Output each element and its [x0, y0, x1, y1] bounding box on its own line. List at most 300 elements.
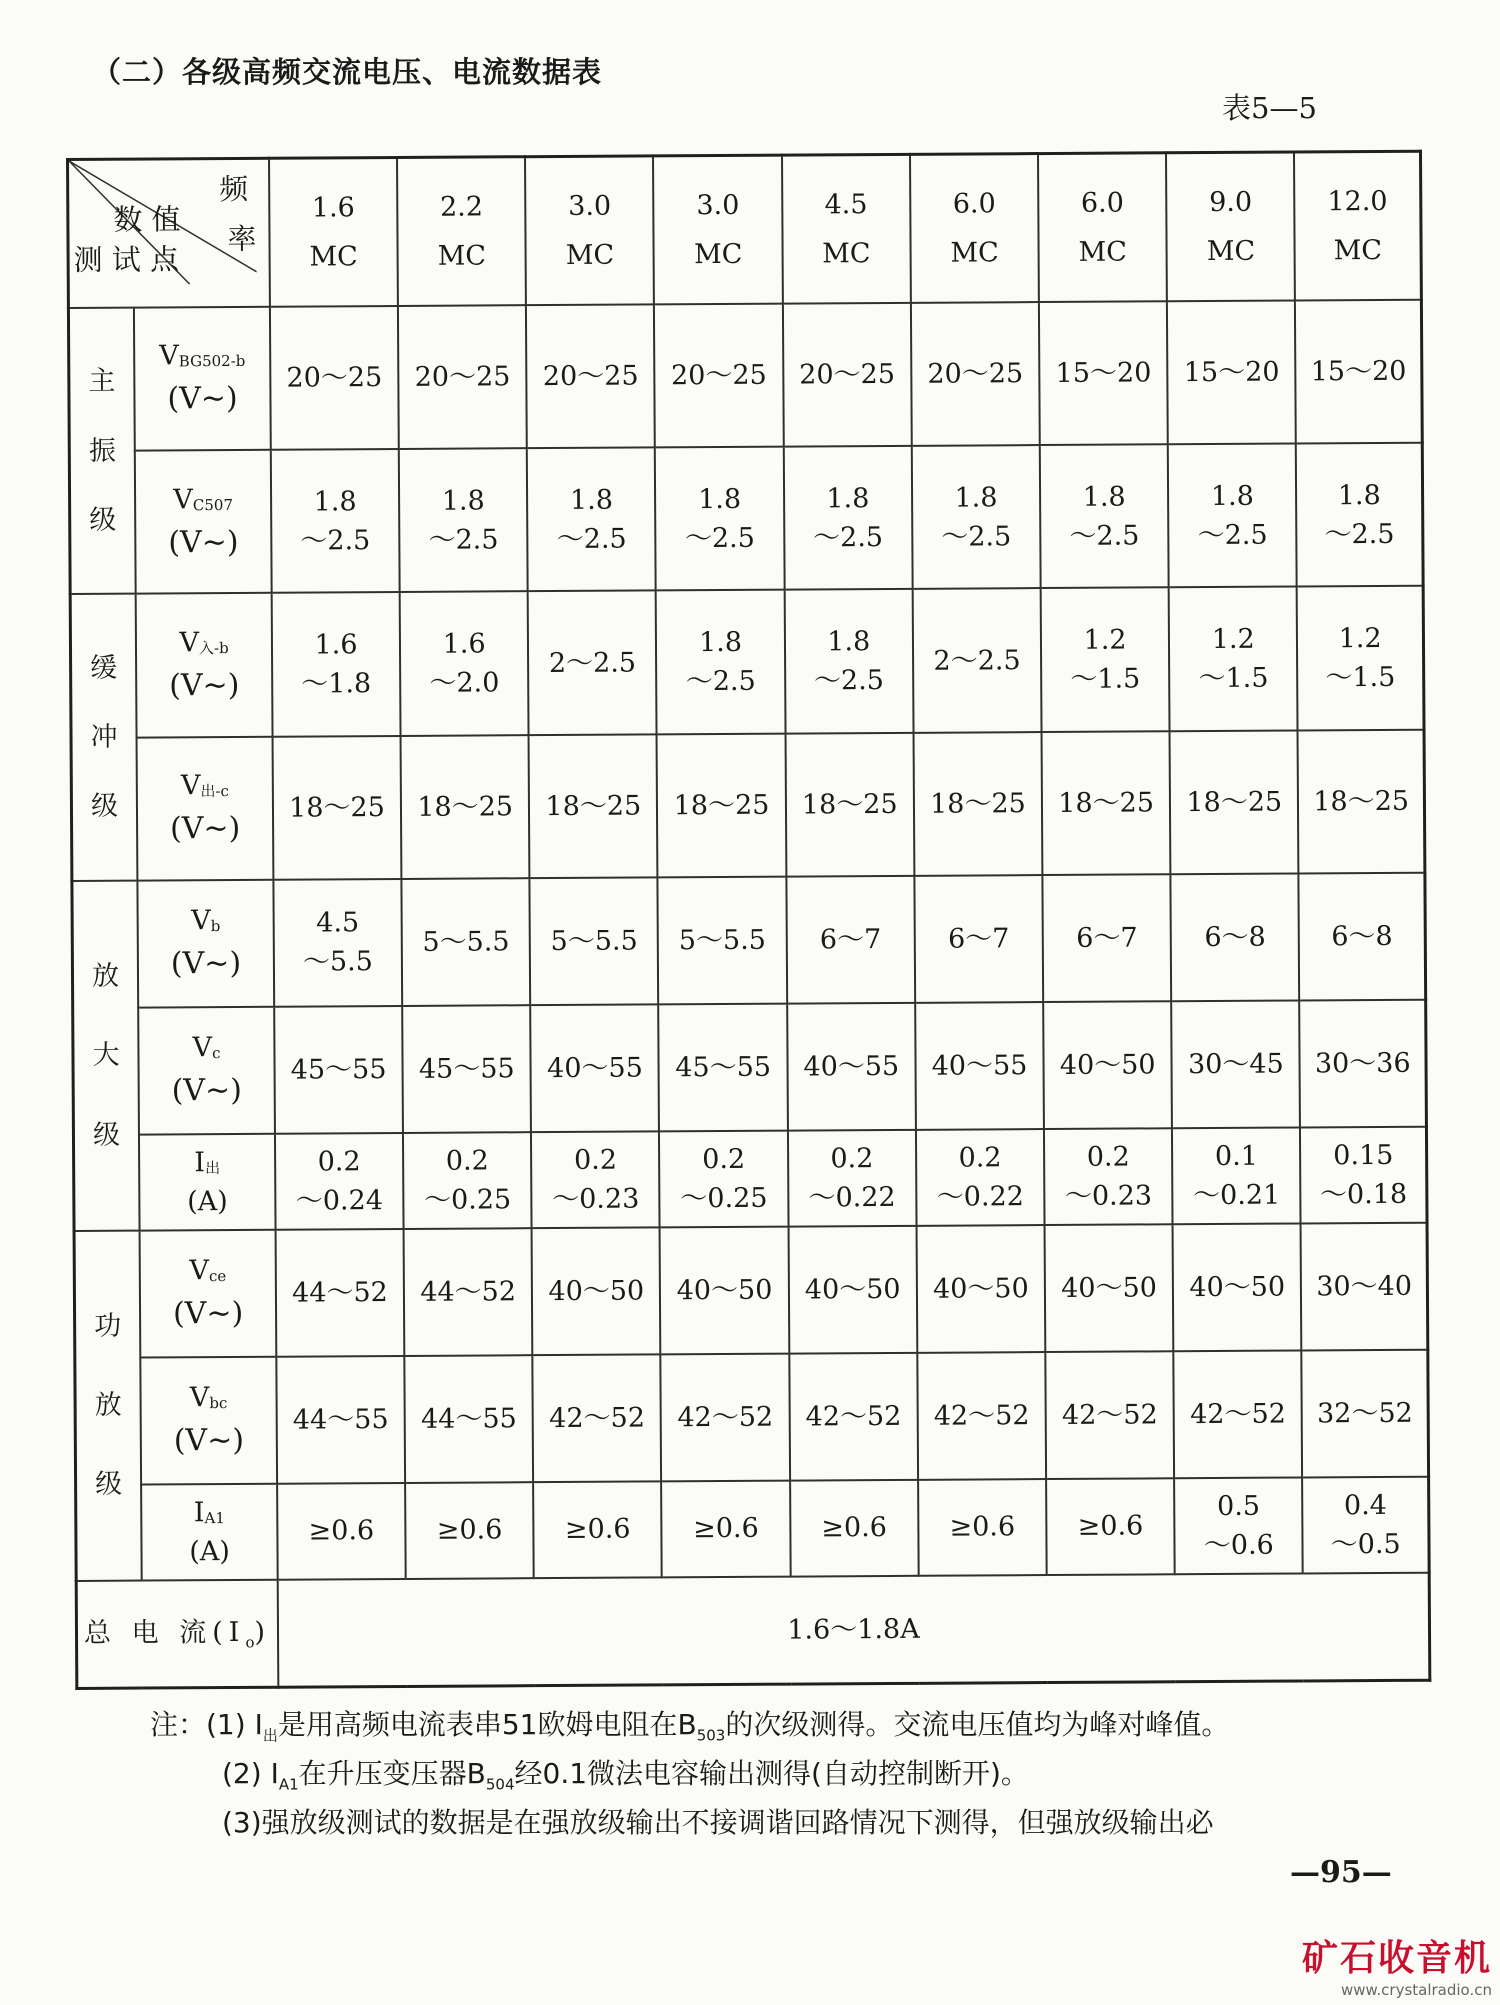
watermark — [1302, 1930, 1492, 1999]
freq-header — [1294, 151, 1421, 300]
data-row — [69, 443, 1423, 595]
value-cell — [662, 1480, 791, 1577]
freq-value: 3.0 — [568, 190, 612, 222]
value-line: 30～36 — [1314, 1047, 1411, 1080]
value-line: 18～25 — [673, 789, 770, 822]
freq-value: 2.2 — [439, 191, 484, 223]
value-cell — [1043, 1001, 1172, 1129]
value-cell — [786, 876, 915, 1004]
test-point-unit: (A) — [187, 1185, 228, 1218]
value-cell — [274, 1006, 403, 1134]
value-cell — [1042, 874, 1171, 1002]
value-cell — [272, 736, 401, 880]
test-point — [140, 1230, 276, 1358]
value-line: 18～25 — [1186, 786, 1283, 818]
value-cell — [784, 589, 913, 733]
value-line: 1.8 — [698, 483, 742, 515]
value-line: 42～52 — [1190, 1398, 1286, 1430]
value-line: 18～25 — [545, 790, 642, 822]
freq-unit: MC — [822, 238, 871, 270]
value-line: 6～8 — [1331, 920, 1393, 953]
value-line: ～2.5 — [684, 522, 755, 555]
value-line: ～0.24 — [295, 1184, 384, 1217]
data-row — [73, 1127, 1427, 1231]
value-cell — [1039, 301, 1168, 445]
value-line: ～0.21 — [1193, 1179, 1281, 1211]
value-line: ～0.22 — [808, 1181, 896, 1214]
freq-header — [397, 157, 526, 306]
value-line: 30～45 — [1187, 1048, 1284, 1080]
group-char: 冲 — [90, 721, 118, 754]
test-point — [135, 450, 272, 594]
value-cell — [783, 446, 912, 590]
value-line: 1.2 — [1083, 624, 1127, 656]
freq-value: 4.5 — [824, 188, 868, 221]
test-point — [141, 1356, 277, 1484]
group-char: 功 — [94, 1310, 122, 1342]
value-line: ～2.5 — [941, 521, 1012, 553]
value-cell — [1300, 1000, 1427, 1128]
value-cell — [660, 1226, 789, 1354]
value-line: 18～25 — [1313, 785, 1410, 818]
value-cell — [788, 1130, 917, 1227]
value-cell — [526, 304, 655, 448]
value-cell — [1170, 730, 1299, 874]
value-line: 1.8 — [827, 626, 871, 658]
value-cell — [1167, 300, 1296, 444]
value-line: 44～52 — [420, 1276, 517, 1308]
value-cell — [655, 447, 784, 591]
value-line: ～2.5 — [813, 665, 885, 697]
value-cell — [272, 592, 401, 736]
test-point-unit: (A) — [189, 1535, 230, 1567]
group-char: 放 — [92, 960, 120, 993]
value-line: ～0.6 — [1203, 1529, 1274, 1561]
group-char: 级 — [89, 504, 117, 536]
test-point-unit: (V~) — [173, 1422, 245, 1459]
group-char: 主 — [88, 366, 116, 398]
value-cell — [527, 448, 656, 592]
value-line: 20～25 — [670, 359, 767, 392]
value-cell — [271, 449, 400, 593]
value-line: 40～50 — [1189, 1271, 1286, 1303]
value-line: ≥0.6 — [693, 1512, 759, 1545]
test-point — [138, 880, 274, 1008]
value-cell — [275, 1133, 404, 1230]
value-line: ～2.5 — [1324, 518, 1395, 551]
header-row — [68, 151, 1422, 308]
value-line: 20～25 — [414, 361, 511, 393]
page-number: —95— — [1290, 1855, 1392, 1890]
data-row — [68, 300, 1422, 452]
value-line: 15～20 — [1310, 355, 1407, 388]
value-cell — [788, 1226, 917, 1354]
group-label — [74, 1230, 142, 1580]
value-cell — [913, 732, 1042, 876]
value-line: 1.8 — [954, 482, 998, 514]
value-line: ～2.5 — [813, 521, 884, 554]
value-cell — [401, 735, 530, 879]
freq-value: 1.6 — [311, 192, 355, 224]
notes — [150, 1700, 1440, 1847]
freq-header — [269, 157, 398, 306]
group-char: 级 — [95, 1469, 123, 1501]
value-cell — [1169, 587, 1298, 731]
value-line: 40～50 — [676, 1274, 773, 1307]
group-label — [70, 594, 137, 881]
value-line: ～1.5 — [1070, 663, 1141, 695]
value-cell — [1042, 731, 1171, 875]
value-line: 44～55 — [420, 1402, 517, 1435]
freq-value: 6.0 — [952, 188, 996, 220]
value-line: 20～25 — [286, 362, 383, 394]
freq-unit: MC — [437, 240, 487, 272]
value-cell — [913, 589, 1042, 733]
value-cell — [530, 1004, 659, 1132]
freq-unit: MC — [1206, 235, 1256, 267]
test-point-symbol: $V_{ce}$ — [189, 1255, 227, 1287]
value-line: 30～40 — [1316, 1270, 1413, 1303]
value-line: 0.2 — [445, 1145, 489, 1177]
value-line: 20～25 — [542, 360, 639, 393]
freq-unit: MC — [565, 239, 615, 271]
value-cell — [1171, 1000, 1300, 1128]
total-current-label: 总 电 流$(I_o)$ — [76, 1579, 278, 1688]
value-cell — [658, 877, 787, 1005]
freq-header — [1166, 152, 1295, 301]
value-cell — [1297, 586, 1424, 730]
value-line: 44～55 — [292, 1403, 389, 1436]
test-point — [138, 1007, 274, 1135]
value-line: 1.8 — [1337, 479, 1381, 511]
value-line: 0.2 — [830, 1142, 874, 1175]
watermark-text: 矿石收音机 — [1301, 1938, 1492, 1979]
value-cell — [1168, 444, 1297, 588]
value-line: 40～55 — [931, 1049, 1028, 1082]
value-line: 2～2.5 — [548, 647, 637, 679]
value-line: ～2.5 — [300, 524, 371, 557]
value-cell — [1299, 873, 1426, 1001]
value-line: ～0.22 — [936, 1180, 1024, 1213]
value-line: ～2.5 — [685, 665, 756, 698]
table-number: 表5—5 — [1222, 91, 1317, 125]
value-cell — [915, 1002, 1044, 1130]
value-cell — [1174, 1350, 1303, 1478]
value-line: ≥0.6 — [564, 1513, 631, 1546]
corner-freq-label: 频 — [219, 171, 249, 207]
value-line: 18～25 — [801, 788, 898, 821]
test-point — [137, 736, 274, 880]
value-line: 1.8 — [441, 485, 485, 517]
value-line: ～0.25 — [423, 1184, 512, 1216]
value-cell — [787, 1003, 916, 1131]
value-line: ～1.8 — [301, 668, 372, 700]
value-cell — [917, 1352, 1046, 1480]
data-row — [71, 729, 1425, 881]
value-cell — [659, 1130, 788, 1227]
value-cell — [399, 448, 528, 592]
value-line: 45～55 — [675, 1051, 772, 1084]
test-point — [134, 307, 271, 451]
value-cell — [785, 733, 914, 877]
value-line: 44～52 — [291, 1276, 388, 1309]
value-cell — [1300, 1127, 1427, 1224]
value-line: ～2.5 — [428, 524, 499, 556]
value-cell — [398, 305, 527, 449]
test-point-symbol: $V_{BG502-b}$ — [159, 340, 246, 372]
value-line: 1.2 — [1211, 623, 1255, 655]
value-cell — [403, 1132, 532, 1229]
group-label — [68, 308, 135, 595]
value-line: 20～25 — [927, 358, 1024, 390]
value-line: 0.4 — [1343, 1489, 1388, 1521]
value-line: 1.6 — [442, 628, 486, 660]
group-char: 级 — [90, 791, 119, 823]
value-line: 42～52 — [805, 1400, 902, 1433]
value-line: 42～52 — [677, 1401, 774, 1433]
value-cell — [914, 875, 1043, 1003]
value-cell — [402, 878, 531, 1006]
value-cell — [1174, 1477, 1303, 1574]
value-line: 42～52 — [1061, 1398, 1158, 1431]
value-line: 6～8 — [1204, 921, 1266, 953]
value-line: 45～55 — [418, 1053, 515, 1085]
freq-header — [653, 155, 782, 304]
value-cell — [916, 1225, 1045, 1353]
value-cell — [532, 1227, 661, 1355]
value-line: 40～55 — [803, 1050, 900, 1083]
value-line: 1.8 — [698, 626, 743, 659]
value-line: 5～5.5 — [550, 925, 638, 957]
value-cell — [916, 1129, 1045, 1226]
group-char: 级 — [92, 1119, 121, 1151]
value-line: ～2.5 — [1197, 519, 1268, 551]
value-cell — [528, 591, 657, 735]
corner-point-label: 测 试 点 — [73, 242, 180, 277]
value-line: ≥0.6 — [1077, 1510, 1144, 1542]
value-cell — [533, 1354, 662, 1482]
test-point-symbol: $I_{A1}$ — [193, 1496, 225, 1528]
value-line: 6～7 — [819, 923, 882, 956]
test-point-symbol: $V_{出-c}$ — [180, 770, 229, 802]
test-point-unit: (V~) — [171, 1073, 242, 1109]
value-line: 20～25 — [799, 358, 896, 391]
value-cell — [1041, 588, 1170, 732]
value-cell — [533, 1481, 662, 1578]
freq-value: 6.0 — [1080, 187, 1124, 219]
value-line: ≥0.6 — [949, 1511, 1016, 1543]
data-row — [75, 1349, 1429, 1484]
freq-unit: MC — [309, 241, 358, 273]
value-line: ～0.25 — [680, 1182, 768, 1215]
value-cell — [1301, 1223, 1428, 1351]
value-cell — [405, 1482, 534, 1579]
data-row — [76, 1476, 1430, 1580]
value-line: ～2.0 — [429, 667, 500, 699]
value-cell — [654, 304, 783, 448]
data-row — [74, 1223, 1428, 1358]
freq-header — [782, 154, 911, 303]
value-line: 0.2 — [1086, 1141, 1130, 1173]
value-line: 0.1 — [1214, 1140, 1259, 1172]
data-table-container — [66, 150, 1431, 1690]
value-line: 6～7 — [947, 923, 1010, 955]
watermark-url: www.crystalradio.cn — [1340, 1981, 1492, 1999]
value-cell — [656, 590, 785, 734]
test-point-symbol: $V_c$ — [192, 1032, 221, 1064]
total-current-value: 1.6～1.8A — [278, 1572, 1430, 1687]
value-line: 1.8 — [313, 485, 357, 518]
value-cell — [270, 306, 399, 450]
value-line: ～5.5 — [302, 946, 373, 979]
value-cell — [912, 445, 1041, 589]
value-line: 42～52 — [549, 1402, 646, 1434]
value-cell — [1295, 300, 1422, 444]
corner-rate-label: 率 — [227, 221, 257, 257]
value-line: 5～5.5 — [422, 926, 510, 958]
note-2: (2) $I_{A1}$在升压变压器$B_{504}$经0.1微法电容输出测得(自动控制断开)。 — [222, 1757, 1029, 1794]
value-line: ≥0.6 — [308, 1515, 375, 1547]
value-cell — [1296, 443, 1423, 587]
value-cell — [275, 1229, 404, 1357]
value-cell — [1303, 1476, 1430, 1573]
group-char: 振 — [88, 435, 116, 467]
value-line: ≥0.6 — [436, 1514, 503, 1546]
value-cell — [529, 734, 658, 878]
value-line: 1.8 — [1082, 481, 1126, 513]
value-line: 0.2 — [702, 1143, 746, 1175]
freq-header — [1038, 153, 1167, 302]
value-line: 42～52 — [933, 1399, 1030, 1432]
note-3: (3)强放级测试的数据是在强放级输出不接调谐回路情况下测得，但强放级输出必 — [222, 1806, 1214, 1839]
value-cell — [790, 1479, 919, 1576]
test-point-unit: (V~) — [167, 381, 238, 417]
test-point-unit: (V~) — [168, 524, 239, 561]
value-cell — [1171, 874, 1300, 1002]
value-line: 15～20 — [1055, 357, 1152, 389]
data-row — [72, 873, 1426, 1008]
value-line: 40～50 — [1059, 1049, 1156, 1081]
data-row — [70, 586, 1424, 738]
freq-value: 3.0 — [696, 189, 740, 221]
test-point-unit: (V~) — [169, 667, 240, 704]
value-line: 18～25 — [1058, 787, 1155, 819]
value-cell — [659, 1004, 788, 1132]
data-table — [66, 150, 1431, 1690]
data-row — [73, 1000, 1427, 1135]
value-cell — [1045, 1351, 1174, 1479]
value-cell — [918, 1479, 1047, 1576]
value-line: 1.8 — [826, 482, 870, 515]
value-line: 1.6 — [314, 629, 358, 661]
test-point-symbol: $V_{入-b}$ — [179, 626, 229, 659]
test-point-symbol: $V_b$ — [191, 905, 221, 937]
value-line: 0.2 — [573, 1144, 618, 1176]
group-char: 放 — [94, 1389, 122, 1422]
value-cell — [530, 877, 659, 1005]
test-point-symbol: $V_{bc}$ — [189, 1382, 228, 1414]
freq-unit: MC — [950, 237, 999, 269]
test-point — [136, 593, 273, 737]
freq-value: 12.0 — [1327, 185, 1388, 218]
test-point — [141, 1483, 277, 1580]
value-cell — [402, 1005, 531, 1133]
value-cell — [1044, 1128, 1173, 1225]
value-line: 0.2 — [958, 1141, 1002, 1174]
value-cell — [661, 1353, 790, 1481]
group-char: 缓 — [90, 652, 118, 684]
value-cell — [531, 1131, 660, 1228]
freq-unit: MC — [1078, 236, 1127, 268]
value-line: ～1.5 — [1325, 661, 1396, 694]
value-cell — [1172, 1127, 1301, 1224]
value-cell — [911, 302, 1040, 446]
freq-value: 9.0 — [1209, 186, 1253, 218]
value-cell — [1045, 1224, 1174, 1352]
value-line: 45～55 — [290, 1053, 387, 1086]
group-label — [72, 881, 140, 1231]
value-cell — [404, 1355, 533, 1483]
value-line: 6～7 — [1076, 922, 1138, 954]
note-1: 注：(1) $I_出$是用高频电流表串51欧姆电阻在$B_{503}$的次级测得。交流电压值均为峰对峰值。 — [150, 1708, 1230, 1745]
value-line: ～1.5 — [1198, 662, 1269, 695]
value-line: ～0.18 — [1319, 1178, 1408, 1211]
value-line: 0.15 — [1333, 1139, 1394, 1171]
freq-header — [910, 154, 1039, 303]
group-char: 大 — [92, 1040, 120, 1072]
value-line: 40～50 — [548, 1275, 645, 1307]
value-line: 40～50 — [932, 1272, 1029, 1305]
value-line: ～0.23 — [1064, 1180, 1153, 1212]
value-line: 2～2.5 — [933, 644, 1021, 677]
freq-header — [525, 156, 654, 305]
value-cell — [789, 1353, 918, 1481]
value-line: 18～25 — [417, 791, 514, 823]
value-line: 0.2 — [317, 1145, 361, 1178]
freq-unit: MC — [693, 238, 743, 271]
value-cell — [1040, 444, 1169, 588]
value-line: ～2.5 — [556, 523, 627, 555]
value-cell — [783, 303, 912, 447]
value-line: 18～25 — [929, 787, 1026, 820]
test-point — [139, 1134, 275, 1231]
test-point-unit: (V~) — [169, 811, 241, 847]
test-point-symbol: $V_{C507}$ — [173, 483, 234, 515]
value-line: 32～52 — [1316, 1397, 1413, 1429]
value-line: 15～20 — [1183, 356, 1280, 389]
value-line: 18～25 — [289, 791, 385, 824]
value-line: ～0.23 — [552, 1183, 640, 1215]
value-line: 4.5 — [316, 907, 360, 939]
total-row — [76, 1572, 1430, 1688]
value-cell — [400, 592, 529, 736]
value-cell — [657, 733, 786, 877]
value-line: ～2.5 — [1069, 520, 1140, 552]
value-line: 40～50 — [804, 1273, 901, 1306]
page-title: （二）各级高频交流电压、电流数据表 — [92, 55, 603, 89]
value-line: 1.2 — [1338, 622, 1382, 655]
value-cell — [276, 1356, 405, 1484]
value-line: 40～50 — [1061, 1272, 1158, 1304]
value-cell — [273, 879, 402, 1007]
freq-unit: MC — [1333, 234, 1383, 267]
value-cell — [277, 1483, 406, 1580]
value-cell — [1173, 1223, 1302, 1351]
value-line: 0.5 — [1217, 1490, 1261, 1522]
corner-value-label: 数 值 — [113, 202, 181, 237]
value-line: 5～5.5 — [678, 924, 767, 957]
value-line: ～0.5 — [1330, 1528, 1401, 1560]
